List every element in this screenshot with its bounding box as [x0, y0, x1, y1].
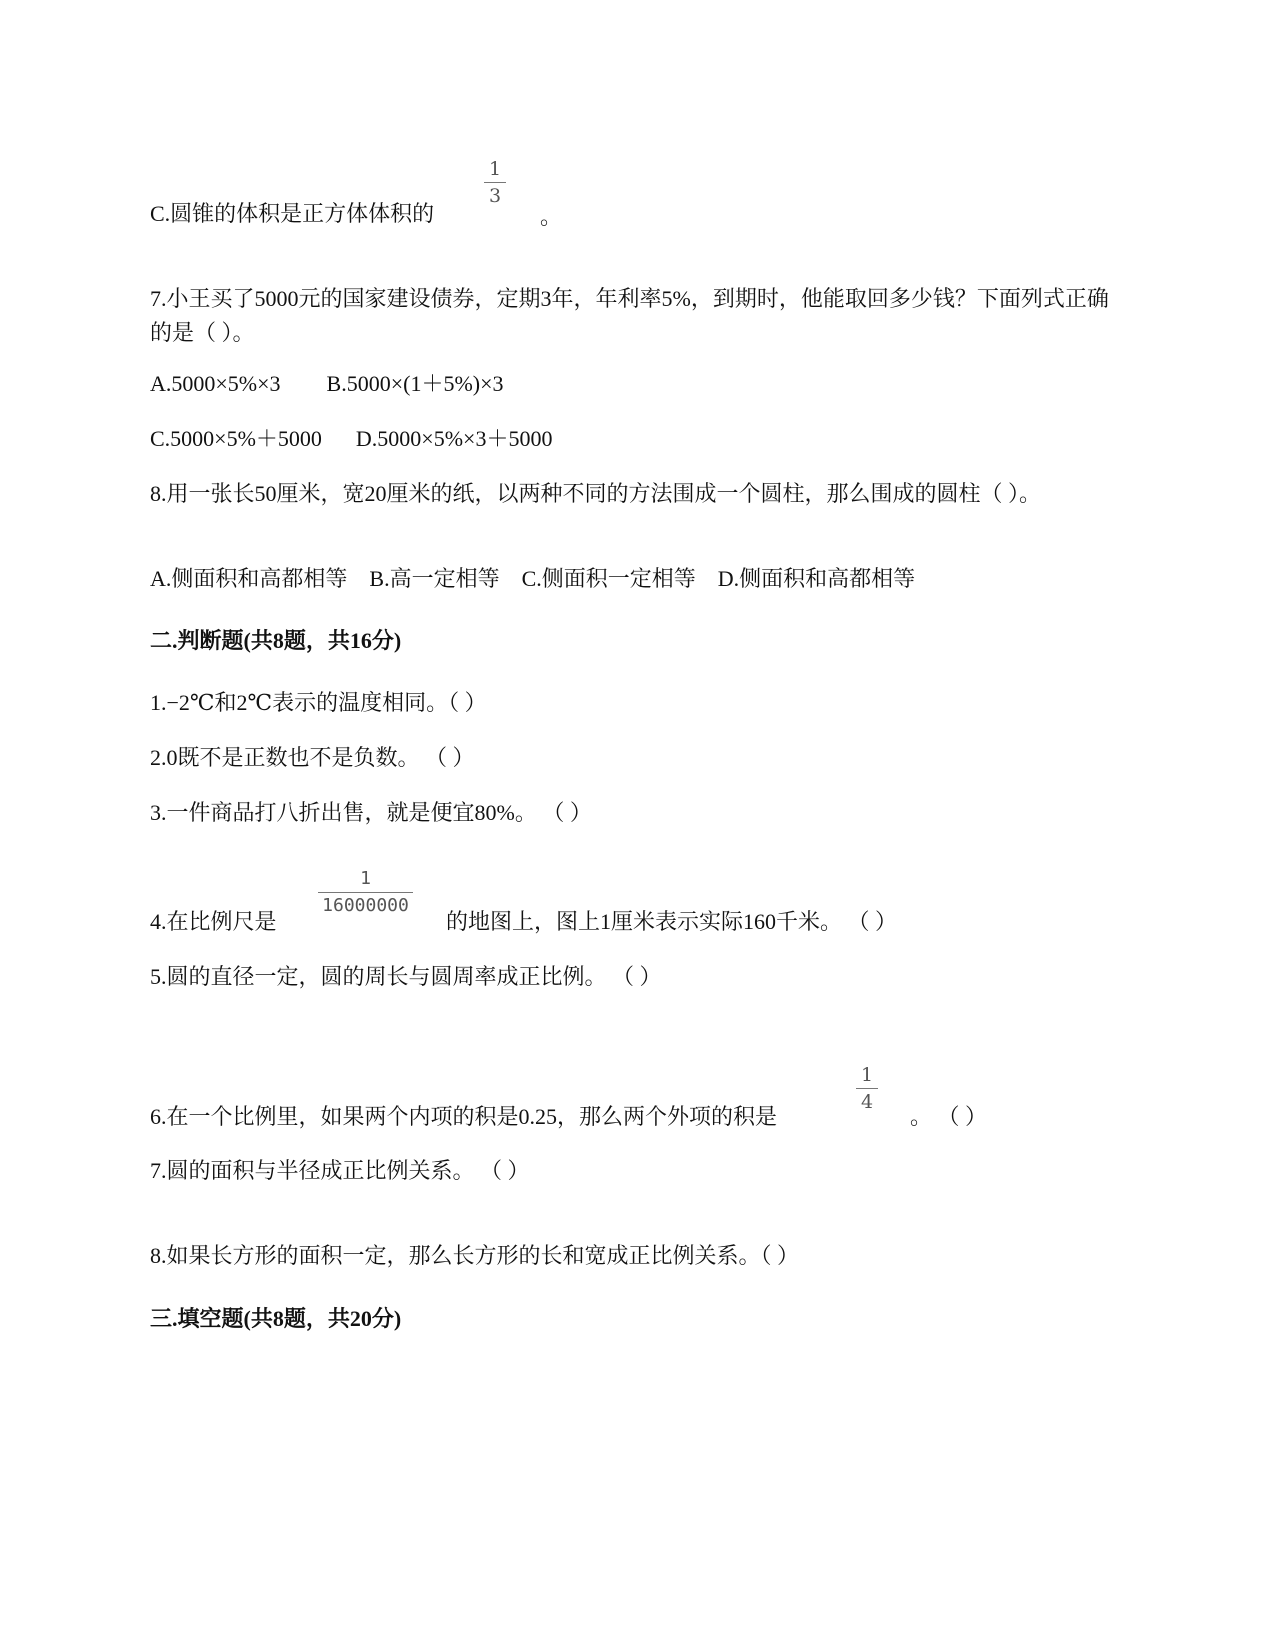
q7-option-b: B.5000×(1＋5%)×3	[326, 371, 504, 396]
q8-stem: 8.用一张长50厘米，宽20厘米的纸，以两种不同的方法围成一个圆柱，那么围成的圆柱（ ）。	[150, 481, 1042, 506]
fraction-bar	[856, 1088, 878, 1089]
q8-options-row	[150, 562, 915, 596]
judge-item-1: 1.−2℃和2℃表示的温度相同。（ ）	[150, 690, 487, 715]
fraction-one-quarter	[856, 1064, 878, 1113]
fraction-numerator: 1	[360, 868, 371, 889]
q6-option-c-end: 。	[540, 204, 563, 229]
fraction-denominator: 4	[860, 1091, 874, 1113]
fraction-denominator: 16000000	[322, 895, 409, 916]
q6-option-c	[150, 197, 434, 231]
judge-item-4-pre: 4.在比例尺是	[150, 909, 277, 934]
section-2-heading: 二.判断题(共8题，共16分)	[150, 628, 402, 653]
judge-item-3: 3.一件商品打八折出售，就是便宜80%。 （ ）	[150, 800, 592, 825]
judge-item-2: 2.0既不是正数也不是负数。 （ ）	[150, 745, 475, 770]
q8-option-a: A.侧面积和高都相等	[150, 566, 348, 591]
q7-option-a: A.5000×5%×3	[150, 371, 281, 396]
q7-options-row-2	[150, 422, 552, 456]
q7-option-d: D.5000×5%×3＋5000	[355, 426, 553, 451]
fraction-bar	[318, 892, 413, 893]
judge-item-6-post: 。 （ ）	[910, 1104, 988, 1129]
judge-item-4-post: 的地图上，图上1厘米表示实际160千米。 （ ）	[446, 909, 898, 934]
fraction-one-third	[484, 158, 506, 207]
fraction-numerator: 1	[488, 158, 502, 180]
fraction-numerator: 1	[860, 1064, 874, 1086]
judge-item-7: 7.圆的面积与半径成正比例关系。 （ ）	[150, 1158, 530, 1183]
q7-option-c: C.5000×5%＋5000	[150, 426, 322, 451]
q7-stem: 7.小王买了5000元的国家建设债券，定期3年，年利率5%，到期时，他能取回多少钱？下面列式正确的是（ ）。	[150, 286, 1109, 345]
section-3-heading: 三.填空题(共8题，共20分)	[150, 1306, 402, 1331]
fraction-bar	[484, 182, 506, 183]
fraction-scale	[318, 868, 413, 917]
q6-option-c-text: C.圆锥的体积是正方体体积的	[150, 201, 435, 226]
judge-item-5: 5.圆的直径一定，圆的周长与圆周率成正比例。 （ ）	[150, 964, 662, 989]
judge-item-6-pre: 6.在一个比例里，如果两个内项的积是0.25，那么两个外项的积是	[150, 1104, 778, 1129]
judge-item-8: 8.如果长方形的面积一定，那么长方形的长和宽成正比例关系。（ ）	[150, 1243, 800, 1268]
fraction-denominator: 3	[488, 185, 502, 207]
q8-option-c: C.侧面积一定相等	[521, 566, 696, 591]
q8-option-b: B.高一定相等	[369, 566, 500, 591]
q7-options-row-1	[150, 367, 504, 401]
q8-option-d: D.侧面积和高都相等	[717, 566, 916, 591]
